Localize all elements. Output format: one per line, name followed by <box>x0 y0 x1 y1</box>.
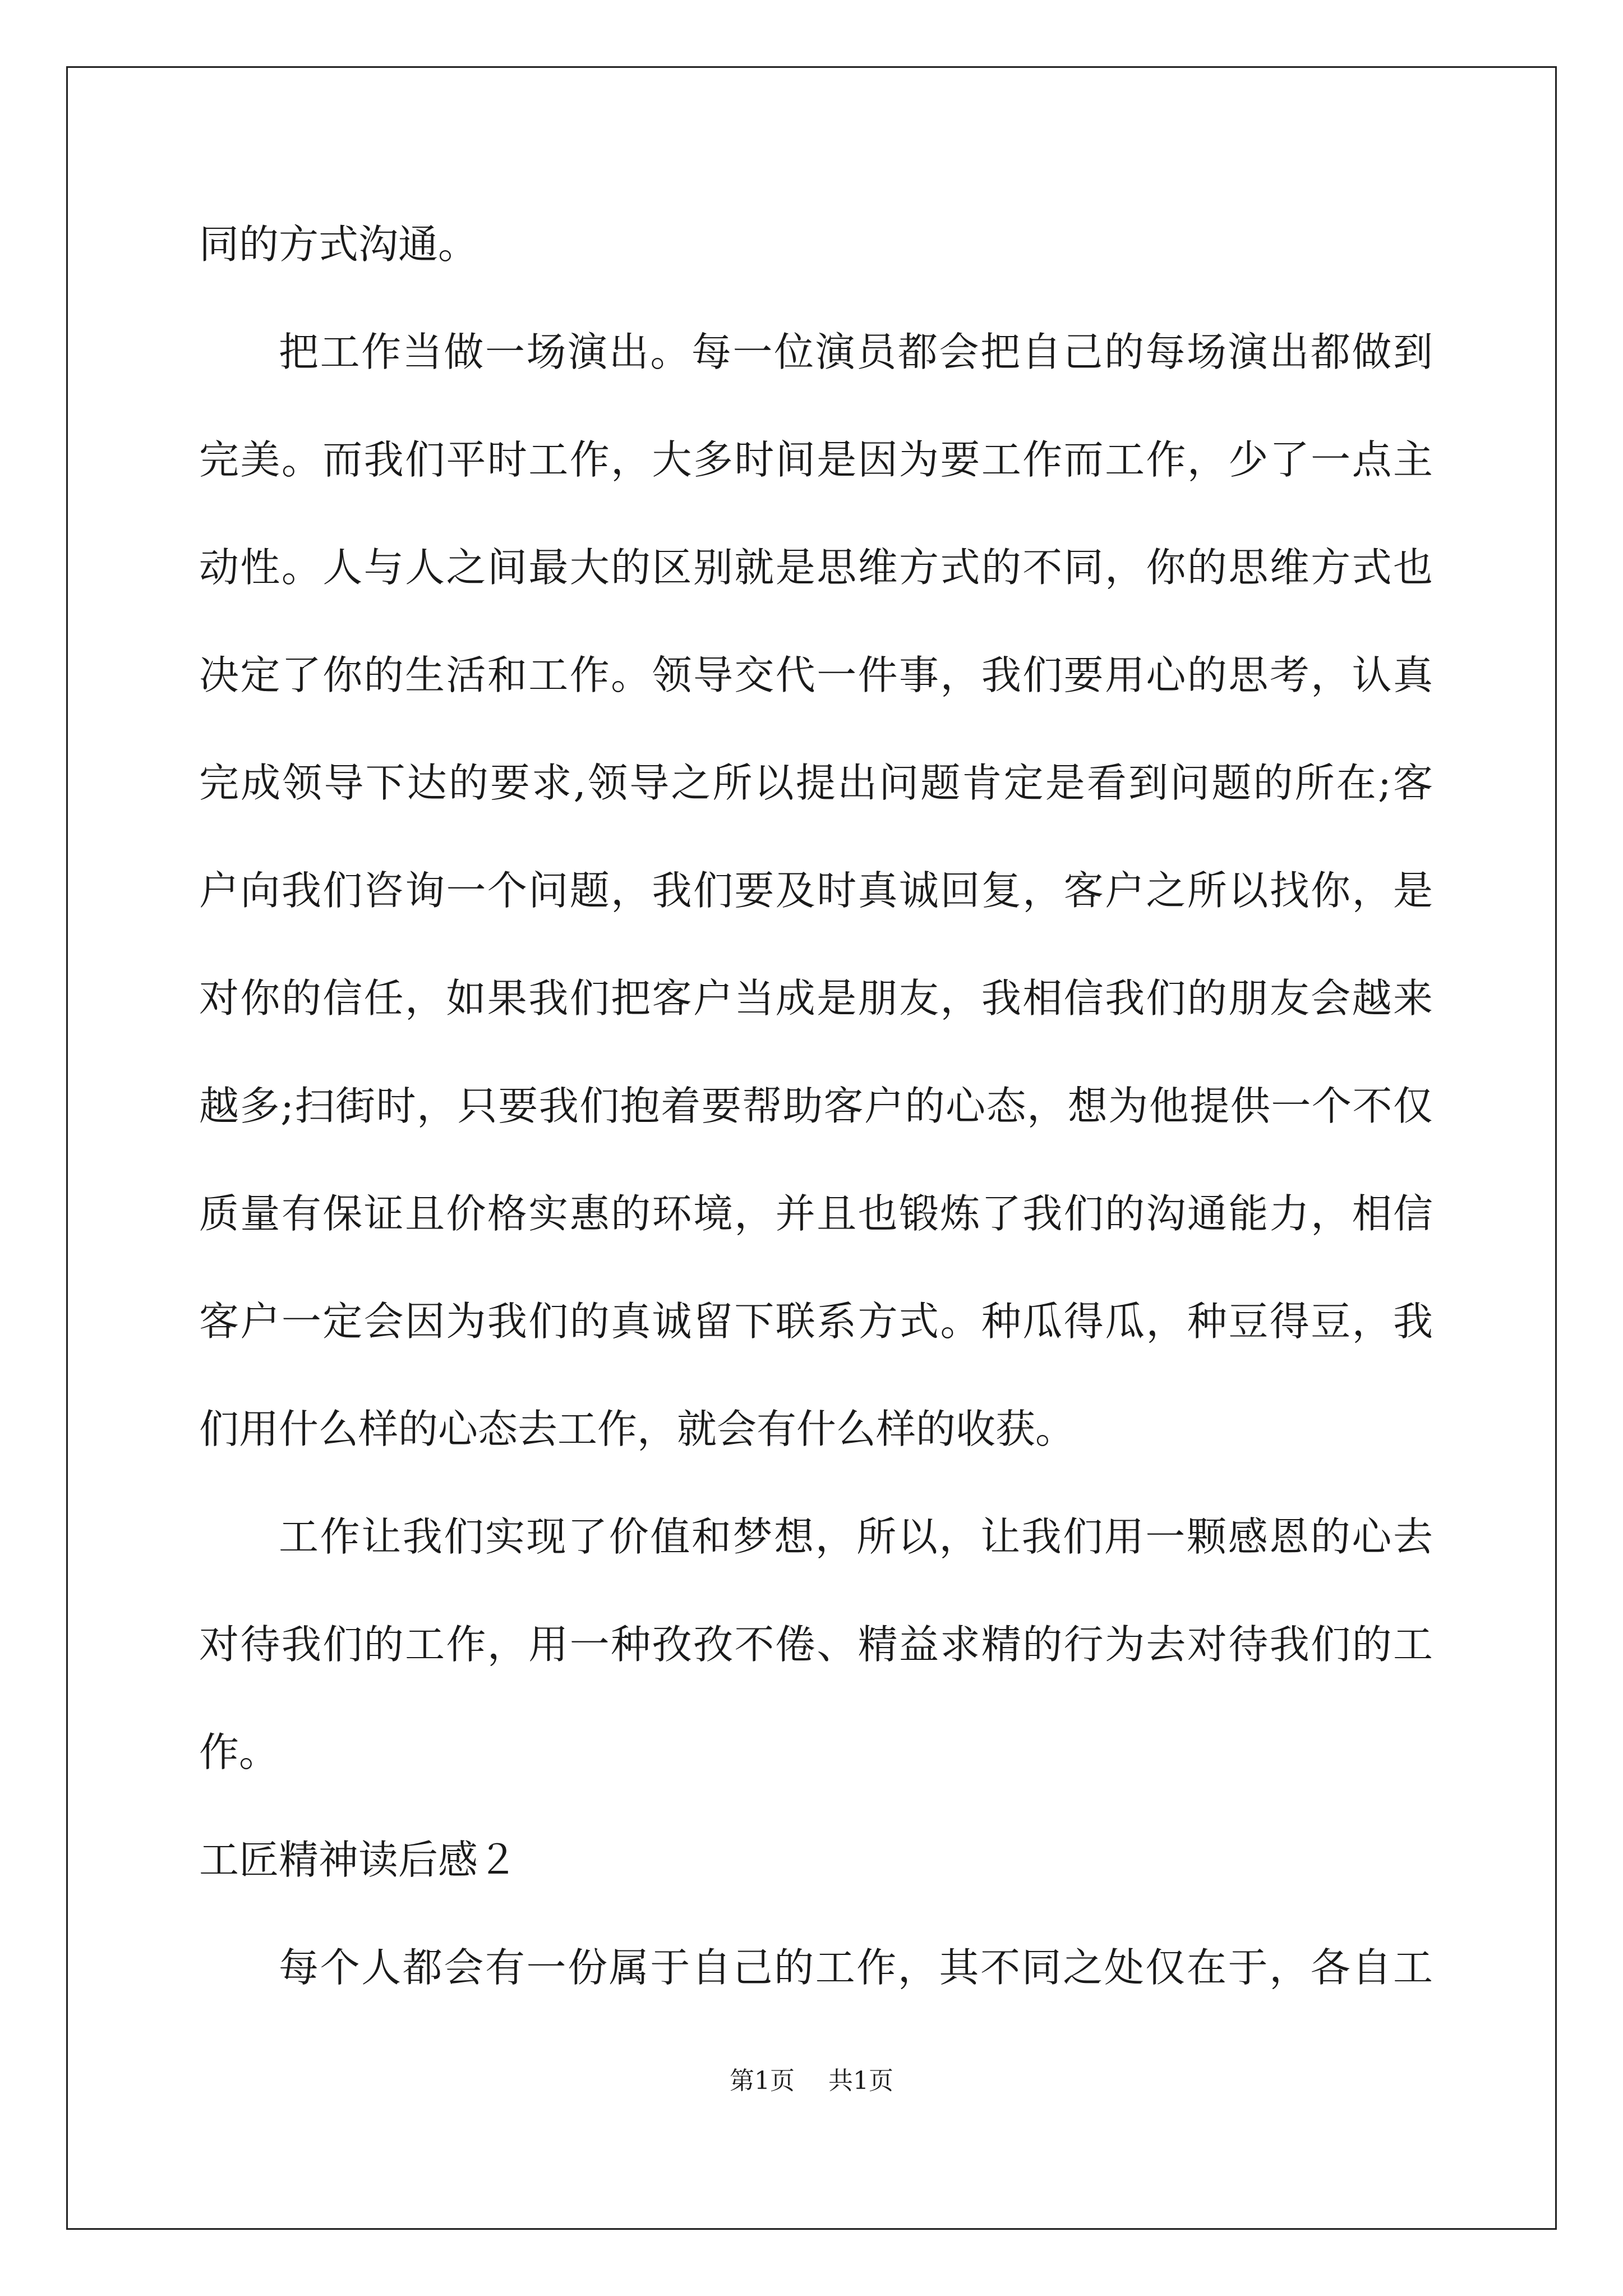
text-line: 对待我们的工作，用一种孜孜不倦、精益求精的行为去对待我们的工 <box>199 1621 1433 1668</box>
text-line: 作。 <box>199 1729 279 1775</box>
paragraph-first-line: 把工作当做一场演出。每一位演员都会把自己的每场演出都做到 <box>279 329 1433 375</box>
text-line: 决定了你的生活和工作。领导交代一件事，我们要用心的思考，认真 <box>199 652 1433 698</box>
text-line: 同的方式沟通。 <box>199 221 478 268</box>
page-total: 共1页 <box>828 2067 893 2095</box>
text-line: 对你的信任，如果我们把客户当成是朋友，我相信我们的朋友会越来 <box>199 975 1433 1022</box>
text-line: 客户一定会因为我们的真诚留下联系方式。种瓜得瓜，种豆得豆，我 <box>199 1298 1433 1345</box>
paragraph-first-line: 工作让我们实现了价值和梦想，所以，让我们用一颗感恩的心去 <box>279 1513 1433 1560</box>
text-line: 完美。而我们平时工作，大多时间是因为要工作而工作，少了一点主 <box>199 436 1433 483</box>
paragraph-first-line: 每个人都会有一份属于自己的工作，其不同之处仅在于，各自工 <box>279 1944 1433 1991</box>
page-footer <box>0 2064 1623 2098</box>
page-number: 第1页 <box>730 2067 795 2095</box>
document-body <box>199 191 1433 2022</box>
text-line: 户向我们咨询一个问题，我们要及时真诚回复，客户之所以找你，是 <box>199 867 1433 914</box>
text-line: 完成领导下达的要求,领导之所以提出问题肯定是看到问题的所在;客 <box>199 760 1433 806</box>
text-line: 们用什么样的心态去工作，就会有什么样的收获。 <box>199 1406 1076 1452</box>
text-line: 越多;扫街时，只要我们抱着要帮助客户的心态，想为他提供一个不仅 <box>199 1083 1433 1129</box>
text-line: 质量有保证且价格实惠的环境，并且也锻炼了我们的沟通能力，相信 <box>199 1190 1433 1237</box>
section-heading: 工匠精神读后感２ <box>199 1837 518 1883</box>
text-line: 动性。人与人之间最大的区别就是思维方式的不同，你的思维方式也 <box>199 544 1433 591</box>
